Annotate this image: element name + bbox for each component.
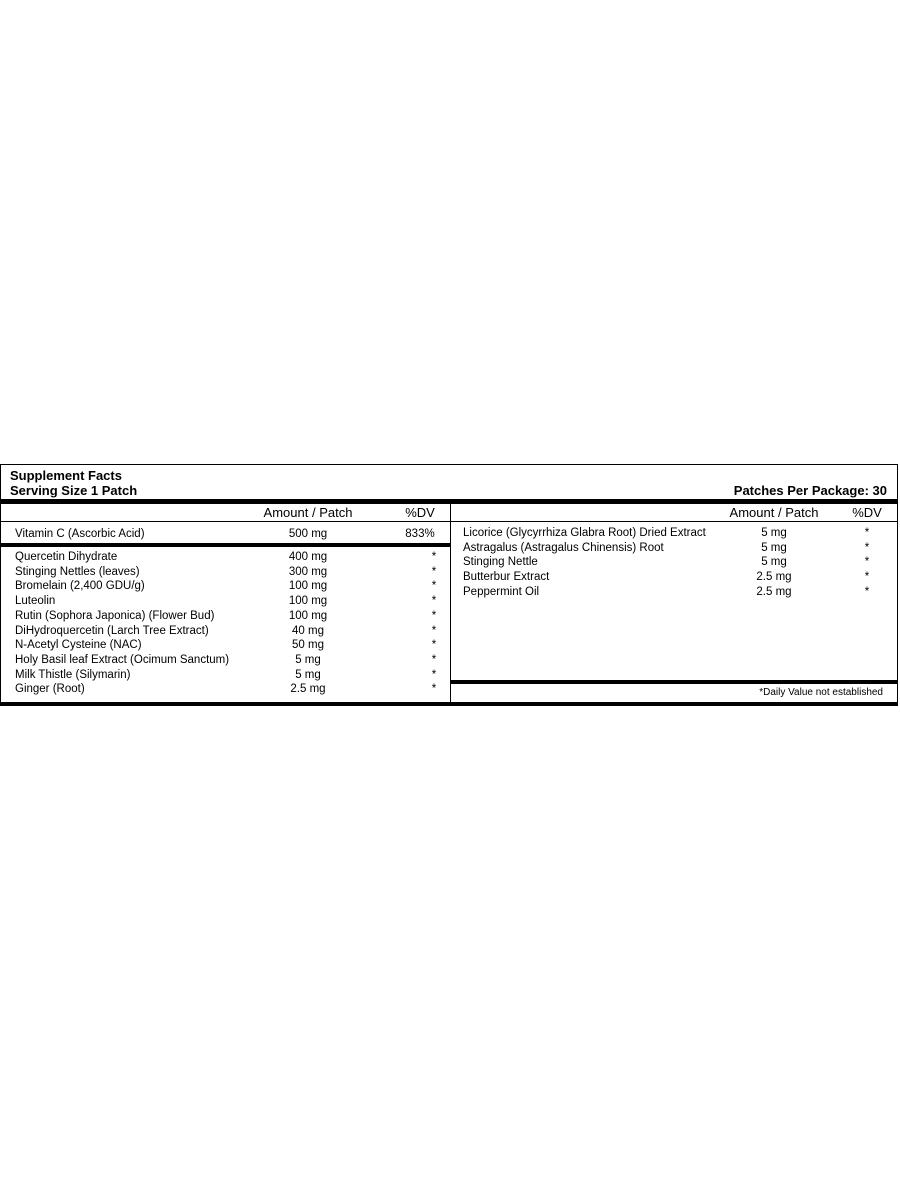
ingredient-amount: 5 mg	[761, 541, 787, 554]
ingredient-name: Peppermint Oil	[463, 585, 540, 598]
ingredient-dv: *	[431, 551, 437, 563]
ingredient-name: Licorice (Glycyrrhiza Glabra Root) Dried Extract	[463, 527, 706, 539]
ingredient-dv: *	[431, 565, 437, 578]
ingredient-dv: *	[864, 585, 870, 598]
ingredient-amount: 400 mg	[288, 551, 328, 563]
ingredient-name: N-Acetyl Cysteine (NAC)	[15, 639, 142, 652]
left-header-rule	[1, 521, 450, 522]
ingredient-dv: *	[864, 556, 870, 569]
ingredient-name: Milk Thistle (Silymarin)	[15, 668, 131, 681]
ingredient-name: Vitamin C (Ascorbic Acid)	[15, 528, 145, 540]
ingredient-name: Ginger (Root)	[15, 683, 85, 696]
ingredient-dv: *	[864, 527, 870, 539]
ingredient-dv: *	[431, 609, 437, 622]
ingredient-dv: 833%	[405, 528, 435, 540]
table-row	[15, 668, 445, 683]
ingredient-name: Bromelain (2,400 GDU/g)	[15, 580, 145, 593]
ingredient-amount: 2.5 mg	[290, 683, 326, 696]
left-amount-header: Amount / Patch	[263, 505, 353, 520]
ingredient-amount: 2.5 mg	[756, 585, 792, 598]
table-row	[463, 585, 893, 600]
ingredient-amount: 5 mg	[295, 653, 321, 666]
right-header-rule	[451, 521, 897, 522]
ingredient-name: Stinging Nettle	[463, 556, 538, 569]
ingredient-dv: *	[431, 639, 437, 652]
supplement-facts-panel	[0, 464, 898, 706]
table-row	[463, 526, 893, 541]
ingredient-dv: *	[431, 653, 437, 666]
ingredient-amount: 5 mg	[761, 527, 787, 539]
ingredient-dv: *	[431, 683, 437, 696]
ingredient-amount: 300 mg	[288, 565, 328, 578]
table-row	[15, 638, 445, 653]
table-row	[15, 682, 445, 697]
ingredient-name: Luteolin	[15, 595, 56, 608]
ingredient-dv: *	[431, 624, 437, 637]
table-row	[15, 550, 445, 565]
table-row	[15, 579, 445, 594]
ingredient-dv: *	[431, 668, 437, 681]
ingredient-amount: 100 mg	[288, 609, 328, 622]
table-row	[15, 594, 445, 609]
ingredient-amount: 40 mg	[292, 624, 324, 637]
ingredient-name: Holy Basil leaf Extract (Ocimum Sanctum)	[15, 653, 230, 666]
right-dv-header: %DV	[852, 505, 882, 520]
ingredient-amount: 100 mg	[288, 580, 328, 593]
table-row	[463, 541, 893, 556]
right-amount-header: Amount / Patch	[729, 505, 819, 520]
table-row	[463, 570, 893, 585]
ingredient-amount: 500 mg	[288, 528, 328, 540]
ingredient-dv: *	[864, 571, 870, 584]
ingredient-amount: 5 mg	[295, 668, 321, 681]
ingredient-amount: 100 mg	[288, 595, 328, 608]
daily-value-footnote: *Daily Value not established	[759, 687, 883, 698]
left-dv-header: %DV	[405, 505, 435, 520]
ingredient-name: Butterbur Extract	[463, 571, 550, 584]
ingredient-name: Rutin (Sophora Japonica) (Flower Bud)	[15, 609, 215, 622]
ingredient-amount: 2.5 mg	[756, 571, 792, 584]
ingredient-amount: 5 mg	[761, 556, 787, 569]
ingredient-dv: *	[431, 580, 437, 593]
panel-title: Supplement Facts	[10, 468, 122, 483]
table-row	[463, 555, 893, 570]
ingredient-name: Quercetin Dihydrate	[15, 551, 118, 563]
vitamin-c-row	[15, 527, 445, 542]
table-row	[15, 609, 445, 624]
ingredient-amount: 50 mg	[292, 639, 324, 652]
ingredient-name: Astragalus (Astragalus Chinensis) Root	[463, 541, 664, 554]
table-row	[15, 565, 445, 580]
table-row	[15, 653, 445, 668]
column-divider	[450, 504, 451, 702]
table-row	[15, 624, 445, 639]
ingredient-dv: *	[864, 541, 870, 554]
patches-per-package: Patches Per Package: 30	[733, 483, 887, 498]
ingredient-name: DiHydroquercetin (Larch Tree Extract)	[15, 624, 209, 637]
left-mid-thick-rule	[1, 543, 450, 547]
ingredient-dv: *	[431, 595, 437, 608]
right-bottom-thick-rule	[451, 680, 897, 684]
serving-size: Serving Size 1 Patch	[10, 483, 138, 498]
header-thick-rule	[1, 499, 897, 504]
ingredient-name: Stinging Nettles (leaves)	[15, 565, 140, 578]
